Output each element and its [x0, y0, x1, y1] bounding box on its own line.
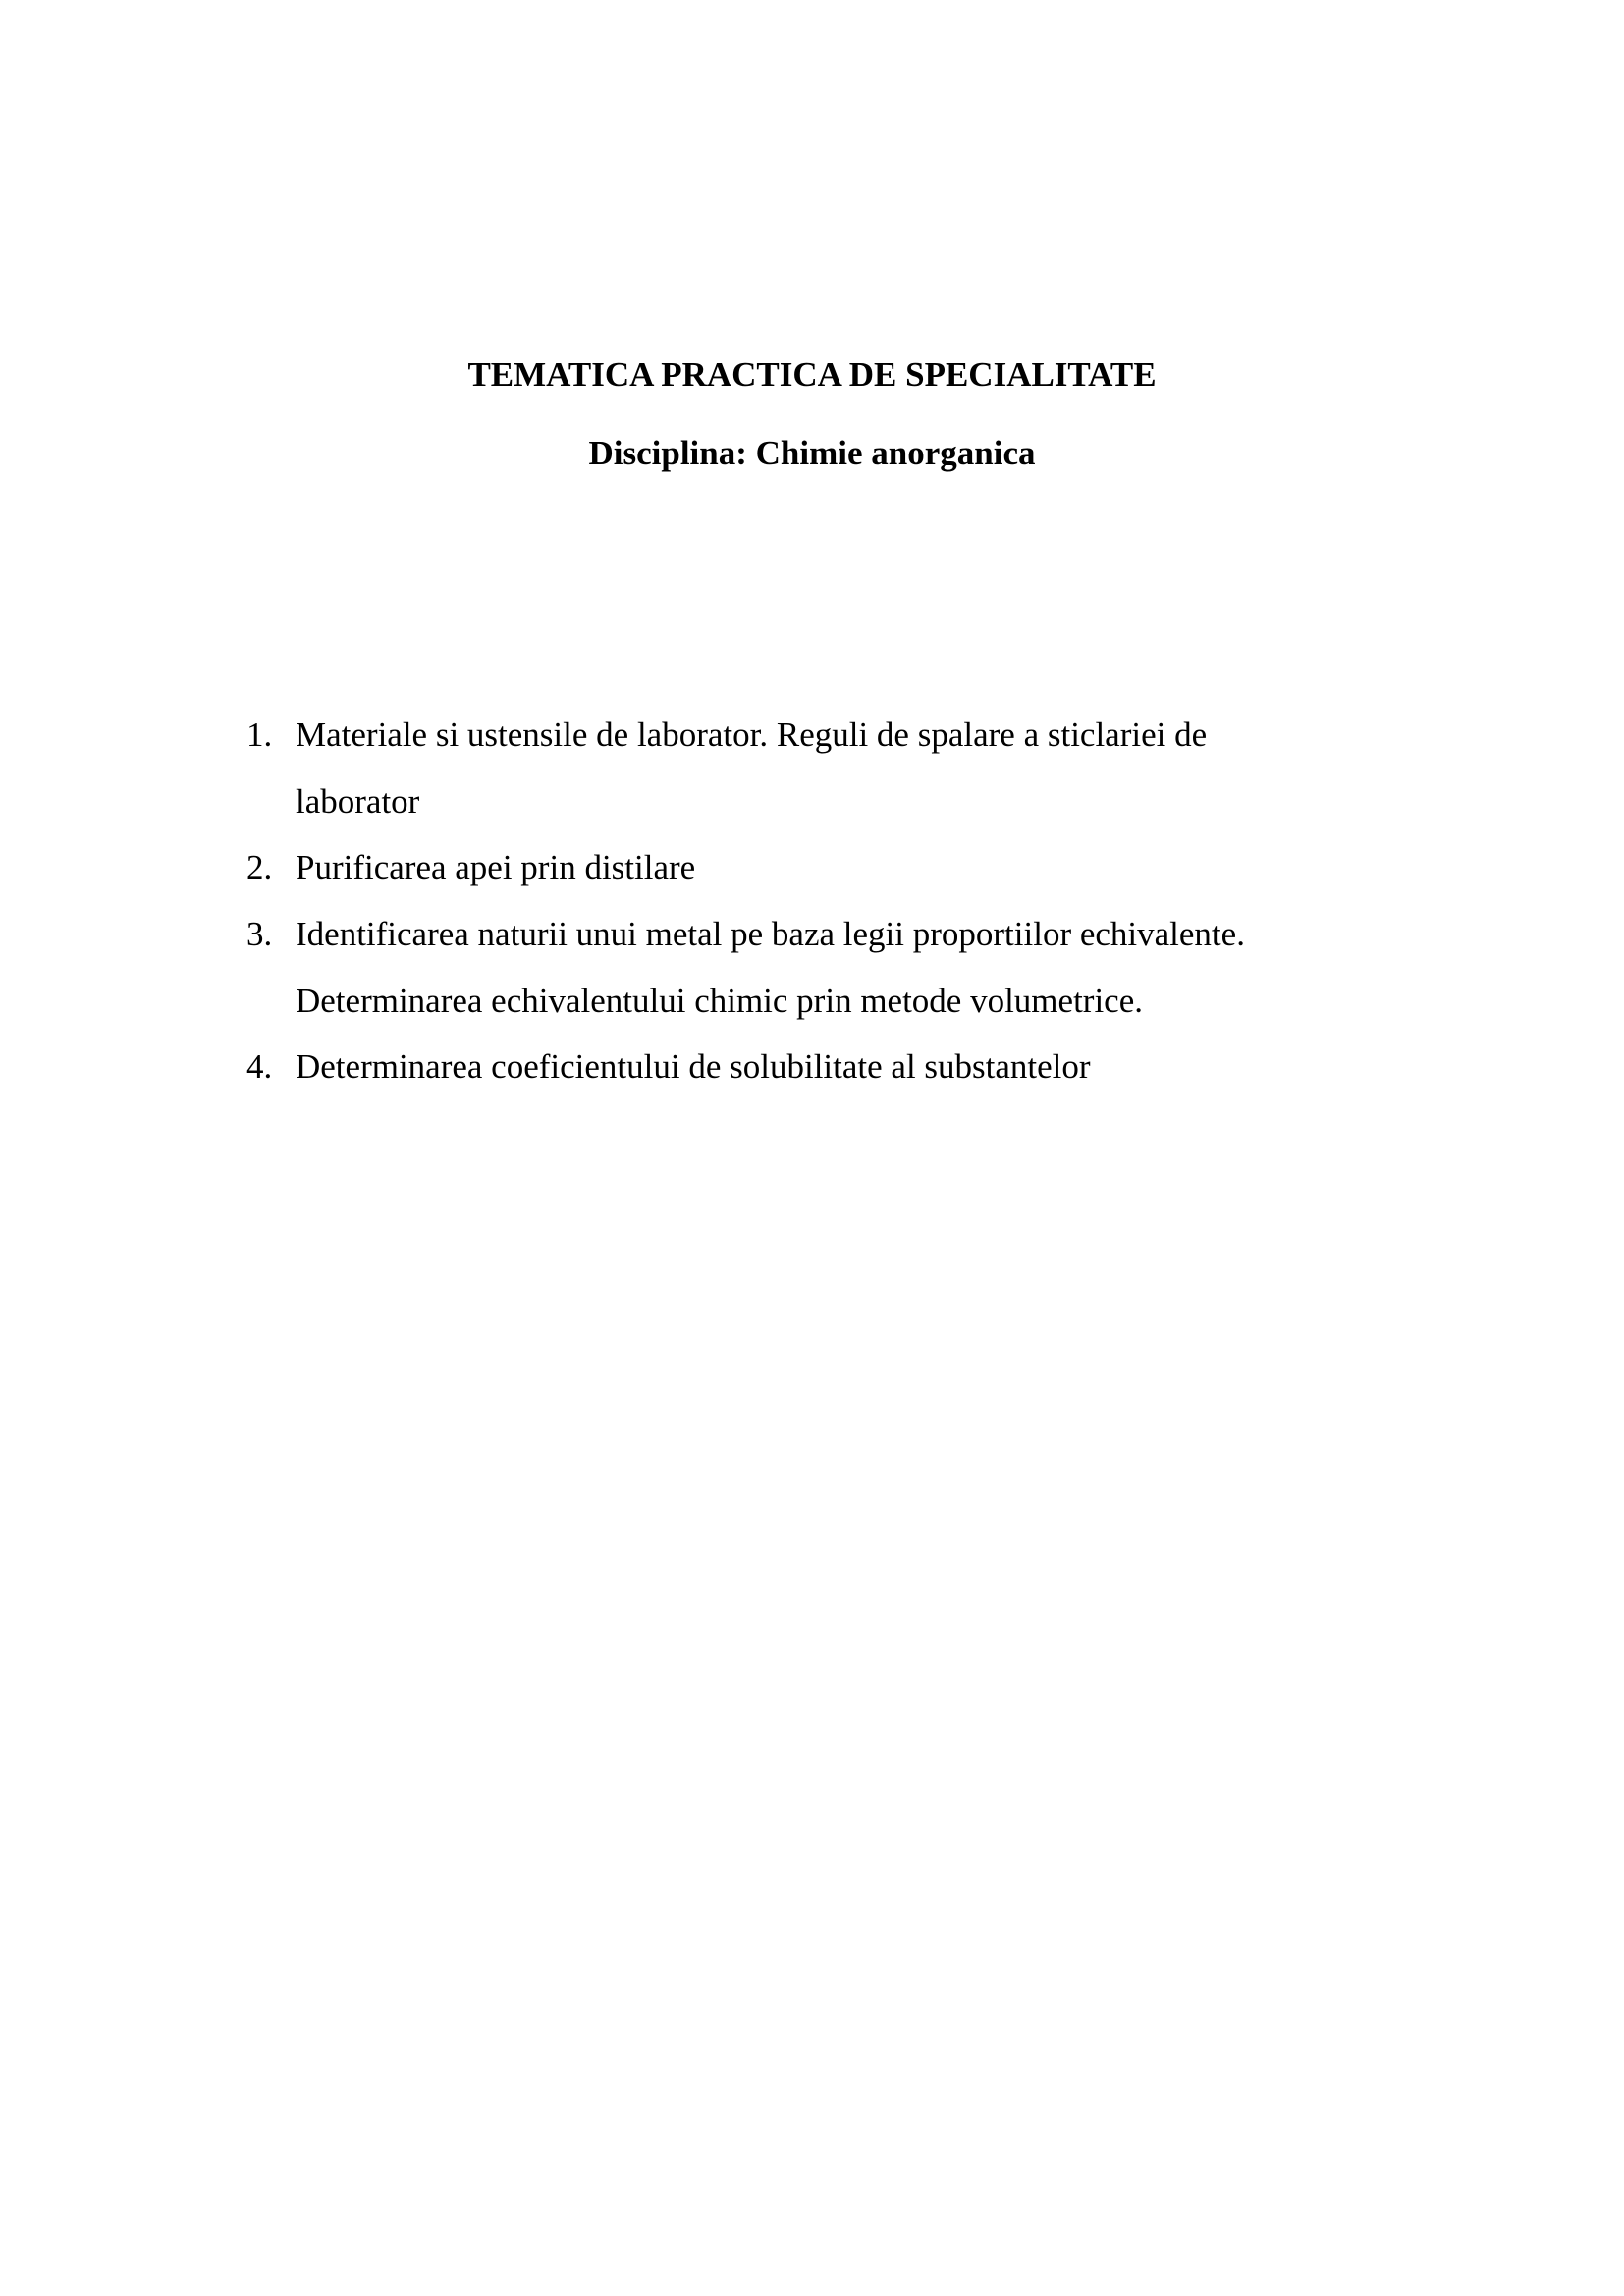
document-subtitle: Disciplina: Chimie anorganica	[588, 434, 1036, 472]
list-item-text: laborator	[296, 782, 420, 821]
list-item-text: Determinarea coeficientului de solubilitate al substantelor	[296, 1047, 1091, 1086]
list-item-number: 3.	[246, 915, 273, 953]
list-item-text: Materiale si ustensile de laborator. Reguli de spalare a sticlariei de	[296, 716, 1208, 754]
list-item-text: Purificarea apei prin distilare	[296, 848, 696, 886]
list-item-number: 4.	[246, 1047, 273, 1086]
list-item-number: 1.	[246, 716, 273, 754]
document-title: TEMATICA PRACTICA DE SPECIALITATE	[467, 355, 1157, 394]
list-item-text: Determinarea echivalentului chimic prin metode volumetrice.	[296, 982, 1143, 1020]
list-item-number: 2.	[246, 848, 273, 886]
list-item-text: Identificarea naturii unui metal pe baza legii proportiilor echivalente.	[296, 915, 1245, 953]
